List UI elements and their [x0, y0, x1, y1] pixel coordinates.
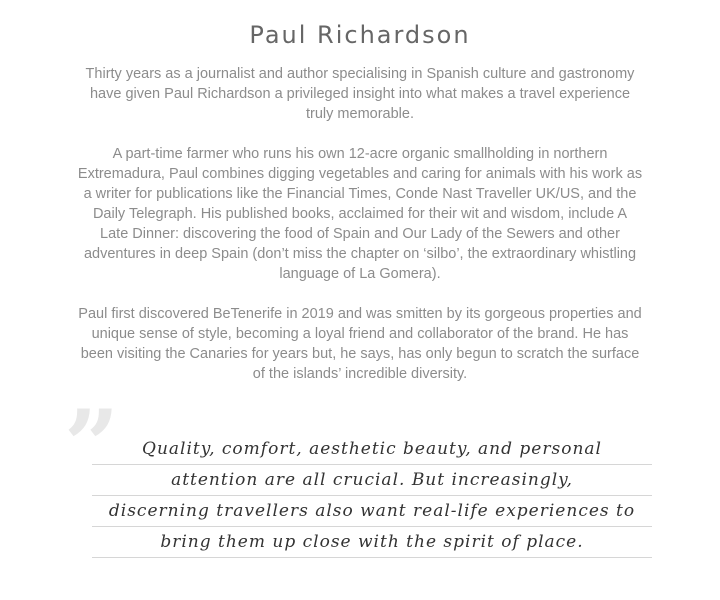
bio-paragraph-2-line-4: Daily Telegraph. His published books, acclaimed for their wit and wisdom, include A — [92, 206, 628, 222]
bio-title: Paul Richardson — [249, 21, 471, 49]
quote-line-1: Quality, comfort, aesthetic beauty, and personal — [92, 434, 652, 465]
bio-paragraph-3-line-3: been visiting the Canaries for years but, he says, has only begun to scratch the surface — [80, 346, 640, 362]
bio-paragraph-1-line-3: truly memorable. — [306, 106, 414, 122]
bio-paragraph-3-line-4: of the islands’ incredible diversity. — [252, 366, 468, 382]
bio-paragraph-2-line-6: adventures in deep Spain (don’t miss the chapter on ‘silbo’, the extraordinary whistling — [83, 246, 637, 262]
bio-paragraph-3-line-1: Paul first discovered BeTenerife in 2019 and was smitten by its gorgeous properties and — [78, 306, 642, 322]
bio-paragraph-1-line-2: have given Paul Richardson a privileged insight into what makes a travel experience — [89, 86, 631, 102]
bio-paragraph-3-line-2: unique sense of style, becoming a loyal friend and collaborator of the brand. He has — [91, 326, 629, 342]
bio-paragraph-3 — [60, 304, 660, 384]
bio-paragraph-2-line-5: Late Dinner: discovering the food of Spain and Our Lady of the Sewers and other — [100, 226, 620, 242]
quote-line-2: attention are all crucial. But increasingly, — [92, 465, 652, 496]
bio-paragraph-2-line-3: a writer for publications like the Financial Times, Conde Nast Traveller UK/US, and the — [83, 186, 637, 202]
bio-paragraph-2 — [60, 144, 660, 284]
quote-text — [92, 434, 652, 558]
quote-mark-icon: ” — [64, 389, 120, 502]
quote-line-3: discerning travellers also want real-life experiences to — [92, 496, 652, 527]
bio-section — [60, 18, 660, 384]
bio-paragraph-1 — [60, 64, 660, 124]
bio-paragraph-1-line-1: Thirty years as a journalist and author specialising in Spanish culture and gastronomy — [85, 66, 635, 82]
bio-paragraph-2-line-2: Extremadura, Paul combines digging vegetables and caring for animals with his work as — [77, 166, 643, 182]
pull-quote — [62, 389, 662, 572]
bio-paragraph-2-line-1: A part-time farmer who runs his own 12-acre organic smallholding in northern — [112, 146, 608, 162]
quote-line-4: bring them up close with the spirit of place. — [92, 527, 652, 558]
bio-paragraph-2-line-7: language of La Gomera). — [279, 266, 441, 282]
